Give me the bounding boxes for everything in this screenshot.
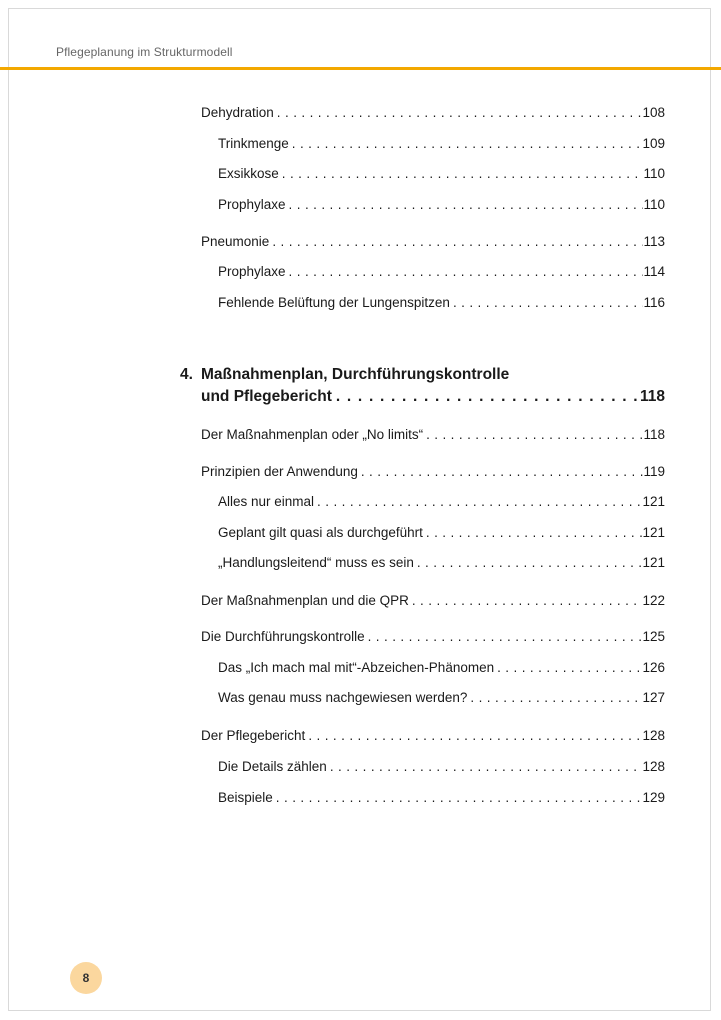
toc-entry-page: 125 — [642, 629, 665, 644]
toc-dot-leader — [494, 659, 642, 677]
toc-dot-leader — [279, 165, 644, 183]
toc-dot-leader — [423, 524, 643, 542]
toc-dot-leader — [365, 628, 643, 646]
toc-dot-leader — [358, 463, 644, 481]
toc-subentry — [218, 493, 665, 511]
toc-entry — [201, 592, 665, 610]
toc-subentry — [218, 789, 665, 807]
toc-entry-page: 129 — [642, 790, 665, 805]
toc-entry-page: 122 — [642, 593, 665, 608]
toc-entry-page: 110 — [643, 197, 665, 212]
toc-subentry — [218, 135, 665, 153]
chapter-title-line2-row — [201, 386, 665, 408]
toc-entry — [201, 463, 665, 481]
toc-dot-leader — [327, 758, 643, 776]
chapter-page: 118 — [639, 388, 665, 405]
toc-entry-page: 121 — [642, 525, 665, 540]
toc-dot-leader — [286, 263, 644, 281]
toc-dot-leader — [274, 104, 643, 122]
toc-entry-title: Trinkmenge — [218, 136, 289, 151]
toc-entry-title: Prinzipien der Anwendung — [201, 464, 358, 479]
toc-subentry — [218, 524, 665, 542]
toc-entry-page: 127 — [642, 690, 665, 705]
toc-dot-leader — [467, 689, 642, 707]
toc-entry — [201, 628, 665, 646]
toc-entry-title: Der Pflegebericht — [201, 728, 306, 743]
toc-entry-title: Geplant gilt quasi als durchgeführt — [218, 525, 423, 540]
toc-entry-title: Prophylaxe — [218, 197, 286, 212]
page-number: 8 — [82, 971, 90, 985]
toc-dot-leader — [305, 727, 642, 745]
toc-entry-title: Beispiele — [218, 790, 273, 805]
toc-subentry — [218, 758, 665, 776]
toc-entry-title: Prophylaxe — [218, 264, 286, 279]
toc-entry-title: Exsikkose — [218, 166, 279, 181]
header-rule — [0, 67, 721, 70]
toc-entry-title: Die Durchführungskontrolle — [201, 629, 365, 644]
toc-entry-title: Der Maßnahmenplan oder „No limits“ — [201, 427, 424, 442]
toc-dot-leader — [273, 789, 643, 807]
toc-entry-page: 108 — [642, 105, 665, 120]
toc-dot-leader — [423, 426, 643, 444]
toc-entry-page: 118 — [643, 427, 665, 442]
toc-dot-leader — [286, 196, 644, 214]
toc-entry-page: 121 — [642, 555, 665, 570]
toc-subentry — [218, 263, 665, 281]
chapter-dot-leader — [332, 386, 640, 408]
chapter-title-line2: und Pflegebericht — [201, 388, 332, 405]
toc-dot-leader — [269, 233, 643, 251]
toc-entry-page: 128 — [642, 759, 665, 774]
toc-entry-title: Die Details zählen — [218, 759, 327, 774]
toc-entry-page: 113 — [643, 234, 665, 249]
toc-subentry — [218, 196, 665, 214]
toc-subentry — [218, 689, 665, 707]
toc-subentry — [218, 554, 665, 572]
toc-dot-leader — [414, 554, 643, 572]
toc-entry-page: 119 — [643, 464, 665, 479]
toc-entry-page: 110 — [643, 166, 665, 181]
toc-entry — [201, 727, 665, 745]
toc-dot-leader — [314, 493, 642, 511]
page-number-badge — [70, 962, 102, 994]
running-header: Pflegeplanung im Strukturmodell — [56, 45, 233, 59]
toc-entry-title: Dehydration — [201, 105, 274, 120]
toc-entry — [201, 233, 665, 251]
toc-subentry — [218, 659, 665, 677]
toc-entry-page: 116 — [643, 295, 665, 310]
toc-entry-title: „Handlungsleitend“ muss es sein — [218, 555, 414, 570]
toc-subentry — [218, 165, 665, 183]
toc-entry-page: 109 — [642, 136, 665, 151]
toc-entry-title: Der Maßnahmenplan und die QPR — [201, 593, 409, 608]
toc-entry-title: Pneumonie — [201, 234, 270, 249]
toc-entry-title: Das „Ich mach mal mit“-Abzeichen-Phänomen — [218, 660, 495, 675]
toc-entry-title: Fehlende Belüftung der Lungenspitzen — [218, 295, 450, 310]
toc-entry-page: 121 — [642, 494, 665, 509]
toc-entry-title: Alles nur einmal — [218, 494, 315, 509]
toc-dot-leader — [409, 592, 643, 610]
toc-dot-leader — [289, 135, 643, 153]
toc-entry-page: 126 — [642, 660, 665, 675]
toc-dot-leader — [450, 294, 644, 312]
toc-entry-title: Was genau muss nachgewiesen werden? — [218, 690, 468, 705]
chapter-number: 4. — [180, 366, 193, 383]
toc-entry — [201, 104, 665, 122]
toc-entry-page: 114 — [643, 264, 665, 279]
toc-entry-page: 128 — [642, 728, 665, 743]
toc-subentry — [218, 294, 665, 312]
toc-entry — [201, 426, 665, 444]
chapter-title-line1: Maßnahmenplan, Durchführungskontrolle — [201, 366, 510, 383]
